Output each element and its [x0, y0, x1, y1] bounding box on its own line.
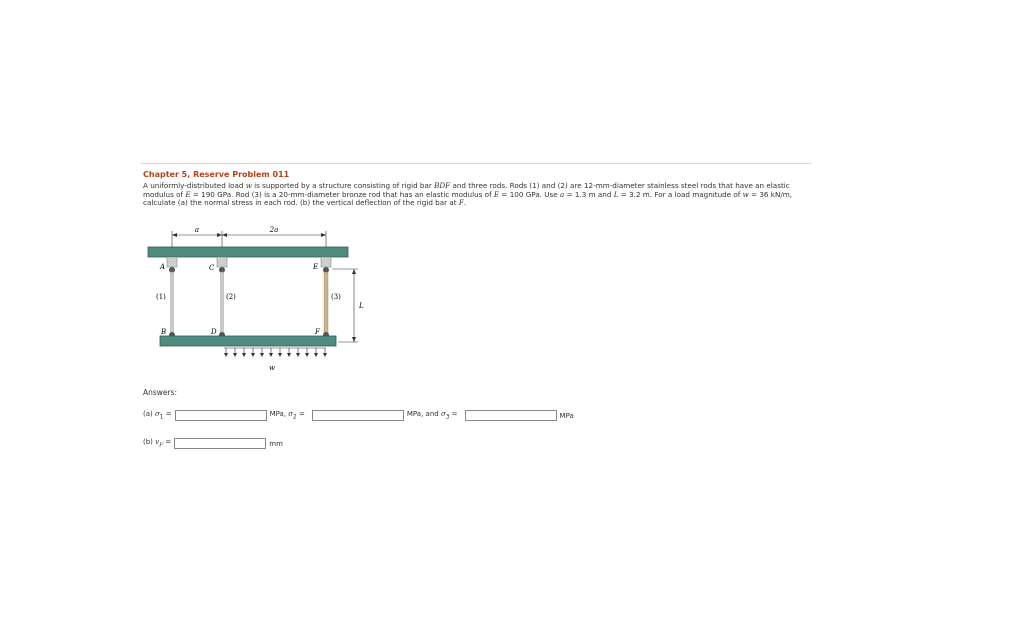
problem-statement: A uniformly-distributed load w is supported by a structure consisting of rigid bar BDF and three rods. Rods (1) and (2) are 12-mm-diameter stainless steel rods that have an elastic modulus of E = 190 GPa. Rod (3) is a 20-mm-diameter bronze rod that has an elastic modulus of E = 100 GPa. Use a = 1.3 m and L = 3.2 m. For a load magnitude of w = 36 kN/m, calculate (a) the normal stress in each rod. (b) the vertical deflection of the rigid bar at F. [143, 181, 793, 208]
rod-1 [171, 272, 174, 334]
mpa-unit-2: MPa, and $\sigma_3$ = [406, 410, 458, 421]
top-support [148, 247, 348, 257]
mm-unit: mm [269, 439, 283, 448]
mpa-unit-3: MPa [559, 411, 574, 420]
load-arrow-head [251, 353, 255, 357]
sigma3-input[interactable] [465, 410, 557, 421]
load-arrow-head [242, 353, 246, 357]
label-F: F [315, 328, 320, 336]
load-arrow-head [260, 353, 264, 357]
rigid-bar-BDF [160, 336, 336, 346]
load-arrow-head [233, 353, 237, 357]
label-rod-2: (2) [226, 293, 236, 301]
dim-a-label: a [194, 226, 200, 234]
label-B: B [161, 328, 167, 336]
sigma1-label: (a) $\sigma_1$ = [143, 410, 172, 421]
answers-label: Answers: [143, 388, 178, 397]
load-w-label: w [269, 364, 275, 372]
vF-label: (b) $v_F$ = [143, 438, 172, 449]
answer-row-b [143, 438, 287, 449]
label-D: D [211, 328, 217, 336]
clevis-C [217, 257, 227, 273]
label-A: A [160, 263, 166, 271]
label-rod-3: (3) [331, 293, 341, 301]
rod-2 [221, 272, 224, 334]
load-arrow-head [224, 353, 228, 357]
clevis-E [321, 257, 331, 273]
sigma1-input[interactable] [175, 410, 267, 421]
answer-row-a [143, 410, 578, 421]
load-arrow-head [305, 353, 309, 357]
problem-title: Chapter 5, Reserve Problem 011 [143, 170, 290, 179]
label-rod-1: (1) [156, 293, 166, 301]
load-arrow-head [278, 353, 282, 357]
distributed-load [224, 348, 327, 357]
mpa-unit-1: MPa, $\sigma_2$ = [269, 410, 305, 421]
structure-diagram [140, 222, 380, 377]
header-divider [140, 163, 812, 164]
dim-2a-label: 2a [269, 226, 279, 234]
load-arrow-head [287, 353, 291, 357]
load-arrow-head [314, 353, 318, 357]
load-arrow-head [323, 353, 327, 357]
label-E: E [313, 263, 319, 271]
label-C: C [209, 264, 215, 272]
vF-input[interactable] [174, 438, 266, 449]
load-arrow-head [296, 353, 300, 357]
dimension-L [332, 269, 364, 342]
load-arrow-head [269, 353, 273, 357]
dimension-top [172, 226, 326, 247]
sigma2-input[interactable] [312, 410, 404, 421]
clevis-A [167, 257, 177, 273]
rod-3 [324, 272, 328, 334]
dim-L-label: L [359, 302, 364, 310]
